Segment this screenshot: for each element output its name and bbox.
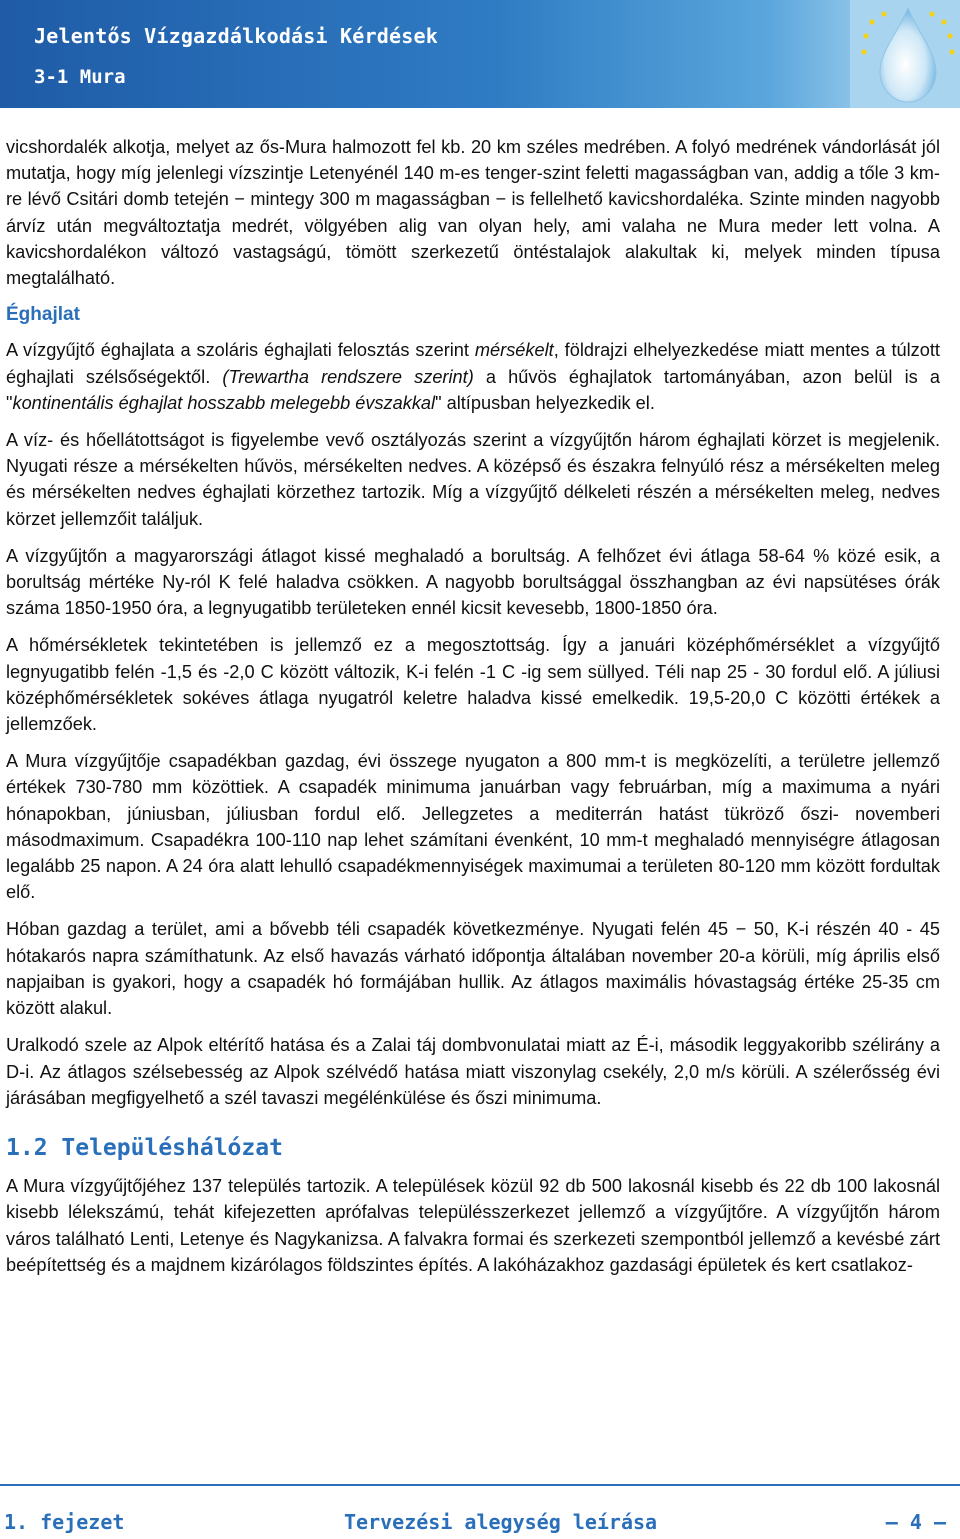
footer-divider	[0, 1484, 960, 1486]
italic-run: kontinentális éghajlat hosszabb melegebb évszakkal	[12, 392, 436, 413]
footer-title: Tervezési alegység leírása	[344, 1510, 658, 1534]
page-header	[0, 0, 960, 108]
italic-run: (Trewartha rendszere szerint)	[222, 366, 474, 387]
header-band	[0, 0, 905, 108]
text-run: A vízgyűjtő éghajlata a szoláris éghajlati felosztás szerint	[6, 340, 475, 361]
paragraph: A Mura vízgyűjtőjéhez 137 település tartozik. A települések közül 92 db 500 lakosnál kisebb és 22 db 100 lakosnál kisebb lélekszámú, tehát kifejezetten aprófalvas településszerkezet jellemző a vízgyűjtőre. A vízgyűjtőn három város található Lenti, Letenye és Nagykanizsa. A falvakra formai és szerkezeti szempontból jellemző a kevésbé zárt beépítettség és a majdnem kizárólagos földszintes építés. A lakóházakhoz gazdasági épületek és kert csatlakoz-	[6, 1176, 940, 1275]
italic-run: mérsékelt	[474, 340, 554, 361]
paragraph: vicshordalék alkotja, melyet az ős-Mura halmozott fel kb. 20 km széles medrében. A folyó medrének vándorlását jól mutatja, hogy míg jelenlegi vízszintje Letenyénél 140 m-es tenger-szint feletti magasságban van, addig a tőle 3 km-re lévő Csitári domb tetején − mintegy 300 m magasságban − is fellelhető kavicshordaléka. Szinte minden nagyobb árvíz után megváltoztatja medrét, völgyében alig van olyan hely, ami valaha ne Mura meder lett volna. A kavicshordalékon változó vastagságú, tömött szerkezetű öntéstalajok alakultak ki, melyek minden típusa megtalálható.	[6, 137, 940, 289]
paragraph: Uralkodó szele az Alpok eltérítő hatása és a Zalai táj dombvonulatai miatt az É-i, második leggyakoribb szélirány a D-i. Az átlagos szélsebesség az Alpok szélvédő hatása miatt viszonylag csekély, 2,0 m/s körüli. A szélerősség évi járásában megfigyelhető a szél tavaszi megélénkülése és őszi minimuma.	[6, 1035, 940, 1108]
paragraph: A vízgyűjtőn a magyarországi átlagot kissé meghaladó a borultság. A felhőzet évi átlaga 58-64 % közé esik, a borultság mértéke Ny-ról K felé haladva csökken. A nagyobb borultsággal összhangban az évi napsütéses órák száma 1850-1950 óra, a legnyugatibb területeken ennél kicsit kevesebb, 1800-1850 óra.	[6, 545, 940, 619]
page-number: — 4 —	[885, 1510, 946, 1534]
water-drop-eu-logo	[850, 0, 960, 108]
paragraph: A hőmérsékletek tekintetében is jellemző ez a megosztottság. Így a januári középhőmérséklet a vízgyűjtő legnyugatibb felén -1,5 és -2,0 C között változik, K-i felén -1 C -ig sem süllyed. Téli nap 25 - 30 fordul elő. A júliusi középhőmérsékletek sokéves átlaga nyugatról keletre haladva kissé emelkedik. 19,5-20,0 C közötti értékek a jellemzőek.	[6, 635, 940, 735]
header-subtitle: 3-1 Mura	[34, 66, 126, 88]
text-run: a hűvös éghajlatok tartományában, azon belül is a "	[6, 366, 940, 413]
footer-chapter: 1. fejezet	[4, 1510, 125, 1534]
text-run: , földrajzi elhelyezkedése miatt mentes a túlzott éghajlati szélsőségektől.	[6, 340, 940, 387]
page-footer	[4, 1500, 946, 1534]
paragraph: Hóban gazdag a terület, ami a bővebb téli csapadék következménye. Nyugati felén 45 − 50, K-i részén 40 - 45 hótakarós napra számíthatunk. Az első havazás várható időpontja általában november 20-a körüli, míg április első napjaiban is gyakori, hogy a csapadék hó formájában hullik. Az átlagos maximális hóvastagság értéke 25-35 cm között alakul.	[6, 919, 940, 1019]
section-heading: 1.2 Településhálózat	[6, 1134, 283, 1161]
paragraph	[6, 337, 940, 416]
paragraph: A víz- és hőellátottságot is figyelembe vevő osztályozás szerint a vízgyűjtőn három éghajlati körzet is megjelenik. Nyugati része a mérsékelten hűvös, mérsékelten nedves. A középső és északra felnyúló rész a mérsékelten meleg és mérsékelten nedves éghajlati körzethez tartozik. Míg a vízgyűjtő délkeleti részén a mérsékelten meleg, nedves körzet jellemzőit találjuk.	[6, 430, 940, 529]
header-title: Jelentős Vízgazdálkodási Kérdések	[34, 24, 438, 48]
paragraph: A Mura vízgyűjtője csapadékban gazdag, évi összege nyugaton a 800 mm-t is megközelíti, a területre jellemző értékek 730-780 mm közöttiek. A csapadék minimuma januárban vagy februárban, míg a maximuma a nyári hónapokban, júniusban, júliusban fordul elő. Jellegzetes a mediterrán hatást tükröző őszi- novemberi másodmaximum. Csapadékra 100-110 nap lehet számítani évenként, 10 mm-t meghaladó mennyiségre átlagosan legalább 25 napon. A 24 óra alatt lehulló csapadékmennyiségek maximumai a területen 80-120 mm között fordultak elő.	[6, 751, 940, 903]
text-run: " altípusban helyezkedik el.	[435, 392, 655, 413]
climate-subheading: Éghajlat	[6, 304, 80, 326]
document-body	[6, 134, 940, 1289]
